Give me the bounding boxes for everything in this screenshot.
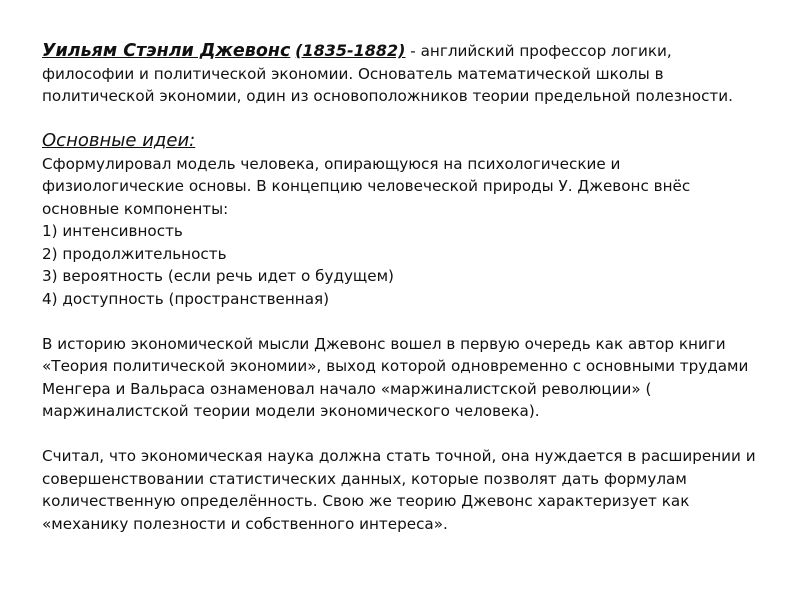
ideas-line-1: Сформулировал модель человека, опирающуюся на психологические и bbox=[42, 154, 621, 173]
ideas-list-item-1: 1) интенсивность bbox=[42, 222, 183, 240]
history-line-3: Менгера и Вальраса ознаменовал начало «маржиналистской революции» ( bbox=[42, 379, 652, 398]
ideas-line-2: физиологические основы. В концепцию человеческой природы У. Джевонс внёс bbox=[42, 177, 691, 195]
intro-line-1-text: английский профессор логики, bbox=[420, 42, 672, 60]
spacer bbox=[42, 423, 772, 446]
spacer bbox=[42, 108, 772, 131]
ideas-list-item-4: 4) доступность (пространственная) bbox=[42, 289, 330, 308]
person-years: (1835-1882) bbox=[295, 41, 406, 60]
intro-line-2: философии и политической экономии. Основатель математической школы в bbox=[42, 64, 664, 83]
ideas-line-3: основные компоненты: bbox=[42, 199, 229, 218]
science-line-4: «механику полезности и собственного интереса». bbox=[42, 514, 448, 533]
intro-line-3: политической экономии, один из основоположников теории предельной полезности. bbox=[42, 87, 733, 105]
person-name: Уильям Стэнли Джевонс bbox=[42, 41, 291, 61]
science-line-1: Считал, что экономическая наука должна стать точной, она нуждается в расширении и bbox=[42, 447, 756, 465]
history-line-2: «Теория политической экономии», выход которой одновременно с основными трудами bbox=[42, 357, 749, 375]
ideas-list-item-3: 3) вероятность (если речь идет о будущем) bbox=[42, 267, 394, 285]
history-line-4: маржиналистской теории модели экономического человека). bbox=[42, 402, 540, 420]
spacer bbox=[42, 310, 772, 333]
intro-line-1 bbox=[42, 40, 772, 63]
ideas-list-item-2: 2) продолжительность bbox=[42, 244, 227, 263]
science-line-3: количественную определённость. Свою же теорию Джевонс характеризует как bbox=[42, 492, 690, 510]
ideas-heading: Основные идеи: bbox=[42, 130, 196, 151]
science-line-2: совершенствовании статистических данных, которые позволят дать формулам bbox=[42, 469, 687, 488]
slide-text bbox=[42, 40, 772, 535]
history-line-1: В историю экономической мысли Джевонс вошел в первую очередь как автор книги bbox=[42, 334, 726, 353]
intro-dash: - bbox=[405, 42, 421, 60]
